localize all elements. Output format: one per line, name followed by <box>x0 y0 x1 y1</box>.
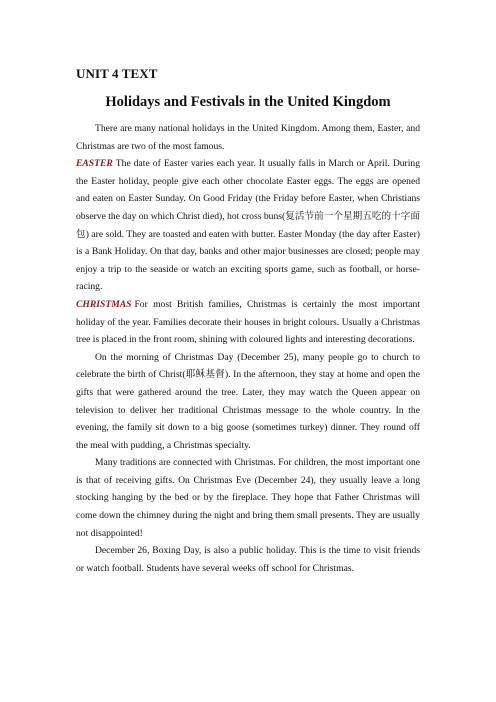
christmas-paragraph <box>76 296 420 349</box>
document-body <box>76 120 420 577</box>
easter-paragraph <box>76 155 420 296</box>
christmas-day-paragraph: On the morning of Christmas Day (December 25), many people go to church to celebrate the birth of Christ(耶稣基督). In the afternoon, they stay at home and open the gifts that were gathered around the tree. Later, they may watch the Queen appear on television to deliver her traditional Christmas message to the whole country. In the evening, the family sit down to a big goose (sometimes turkey) dinner. They round off the meal with pudding, a Christmas specialty. <box>76 351 420 451</box>
easter-text: The date of Easter varies each year. It usually falls in March or April. During the Easter holiday, people give each other chocolate Easter eggs. The eggs are opened and eaten on Easter Sunday. On Good Friday (the Friday before Easter, when Christians observe the day on which Christ died), hot cross buns(复活节前一个星期五吃的十字面包) are sold. They are toasted and eaten with butter. Easter Monday (the day after Easter) is a Bank Holiday. On that day, banks and other major businesses are closed; people may enjoy a trip to the seaside or watch an exciting sports game, such as football, or horse-racing. <box>76 158 420 293</box>
unit-heading: UNIT 4 TEXT <box>76 66 158 81</box>
traditions-paragraph: Many traditions are connected with Christmas. For children, the most important one is that of receiving gifts. On Christmas Eve (December 24), they usually leave a long stocking hanging by the bed or by the fireplace. They hope that Father Christmas will come down the chimney during the night and bring them small presents. They are usually not disappointed! <box>76 457 420 539</box>
intro-paragraph: There are many national holidays in the United Kingdom. Among them, Easter, and Christmas are two of the most famous. <box>76 123 420 152</box>
easter-heading: EASTER <box>76 158 113 170</box>
boxing-day-paragraph: December 26, Boxing Day, is also a public holiday. This is the time to visit friends or watch football. Students have several weeks off school for Christmas. <box>76 545 420 574</box>
christmas-text: For most British families, Christmas is certainly the most important holiday of the year. Families decorate their houses in bright colours. Usually a Christmas tree is placed in the front room, shining with coloured lights and interesting decorations. <box>76 298 420 346</box>
page-title: Holidays and Festivals in the United Kingdom <box>105 94 391 110</box>
christmas-heading: CHRISTMAS <box>76 298 132 310</box>
